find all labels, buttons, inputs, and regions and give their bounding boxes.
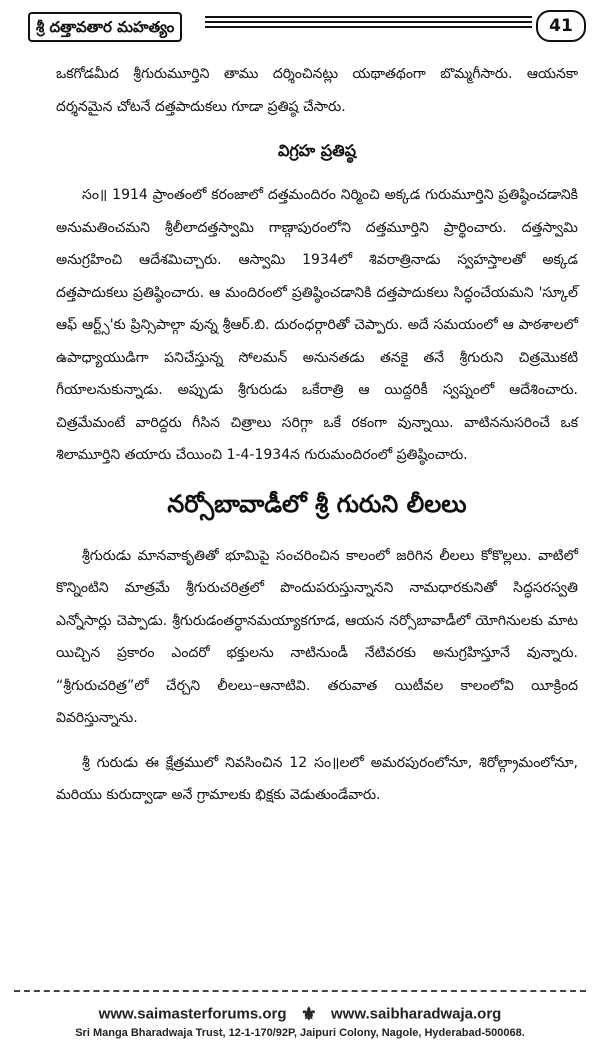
footer-address: Sri Manga Bharadwaja Trust, 12-1-170/92P, Jaipuri Colony, Nagole, Hyderabad-500068.	[75, 1027, 525, 1039]
book-title: శ్రీ దత్తావతార మహత్యం	[28, 12, 182, 42]
footer-divider	[14, 990, 586, 992]
page-footer	[0, 990, 600, 1058]
header-rules	[205, 16, 532, 31]
footer-site-left[interactable]: www.saimasterforums.org	[98, 1005, 287, 1023]
page-number: 41	[536, 10, 586, 42]
paragraph-idol-installation: సం॥ 1914 ప్రాంతంలో కరంజాలో దత్తమందిరం నిర్మించి అక్కడ గురుమూర్తిని ప్రతిష్ఠించడానికి అనుమతించమని శ్రీలీలాదత్తస్వామి గాణ్గాపురంలోని దత్తమూర్తిని ప్రార్థించారు. దత్తస్వామి అనుగ్రహించి ఆదేశమిచ్చారు. ఆస్వామి 1934లో శివరాత్రినాడు స్వహస్తాలతో అక్కడ దత్తపాదుకలు ప్రతిష్ఠించారు. ఆ మందిరంలో ప్రతిష్ఠించడానికి దత్తపాదుకలు సిద్ధంచేయమని 'స్కూల్ ఆఫ్ ఆర్ట్స్'కు ప్రిన్సిపాల్గా వున్న శ్రీఆర్.బి. దురంధర్గారితో చెప్పారు. అదే సమయంలో ఆ పాఠశాలలో ఉపాధ్యాయుడిగా పనిచేస్తున్న సోలమన్ అనునతడు తనకై తనే శ్రీగురుని చిత్రమొకటి గీయాలనుకున్నాడు. అప్పుడు శ్రీగురుడు ఒకేరాత్రి ఆ యిద్దరికీ స్వప్నంలో ఆదేశించారు. చిత్రమేమంటే వారిద్దరు గీసిన చిత్రాలు సరిగ్గా ఒకే రకంగా వున్నాయి. వాటిననుసరించే ఒక శిలామూర్తిని తయారు చేయించి 1-4-1934న గురుమందిరంలో ప్రతిష్ఠించారు.	[56, 187, 578, 463]
fleur-de-lis-icon: ⚜	[300, 1004, 317, 1024]
paragraph-leelas: శ్రీగురుడు మానవాకృతితో భూమిపై సంచరించిన కాలంలో జరిగిన లీలలు కోకొల్లలు. వాటిలో కొన్నింటిని మాత్రమే శ్రీగురుచరిత్రలో పొందుపరుస్తున్నానని నామధారకునితో సిద్ధసరస్వతి ఎన్నోసార్లు చెప్పాడు. శ్రీగురుడంతర్ధానమయ్యాకగూడ, ఆయన నర్సోబావాడీలో యోగినులకు మాట యిచ్చిన ప్రకారం ఎందరో భక్తులను నాటినుండీ నేటివరకు అనుగ్రహిస్తూనే వున్నారు. “శ్రీగురుచరిత్ర”లో చేర్చని లీలలు–ఆనాటివి. తరువాత యిటీవల కాలంలోవి యీక్రింద వివరిస్తున్నాను.	[56, 547, 578, 726]
page-body	[56, 58, 578, 812]
section-heading-leelas: నర్సోబావాడీలో శ్రీ గురుని లీలలు	[167, 489, 467, 518]
page-header	[10, 10, 590, 44]
paragraph-intro: ఒకగోడమీద శ్రీగురుమూర్తిని తాము దర్శించినట్లు యథాతథంగా బొమ్మగీసారు. ఆయనకా దర్శనమైన చోటనే దత్తపాదుకలు గూడా ప్రతిష్ఠ చేసారు.	[56, 66, 578, 115]
footer-site-right[interactable]: www.saibharadwaja.org	[331, 1005, 502, 1023]
section-heading-idol-installation: విగ్రహ ప్రతిష్ఠ	[277, 141, 357, 160]
paragraph-alms: శ్రీ గురుడు ఈ క్షేత్రములో నివసించిన 12 సం॥లలో అమరపురంలోనూ, శిరోల్గ్రామంలోనూ, మరియు కురుద్వాడా అనే గ్రామాలకు భిక్షకు వెడుతుండేవారు.	[56, 754, 578, 803]
